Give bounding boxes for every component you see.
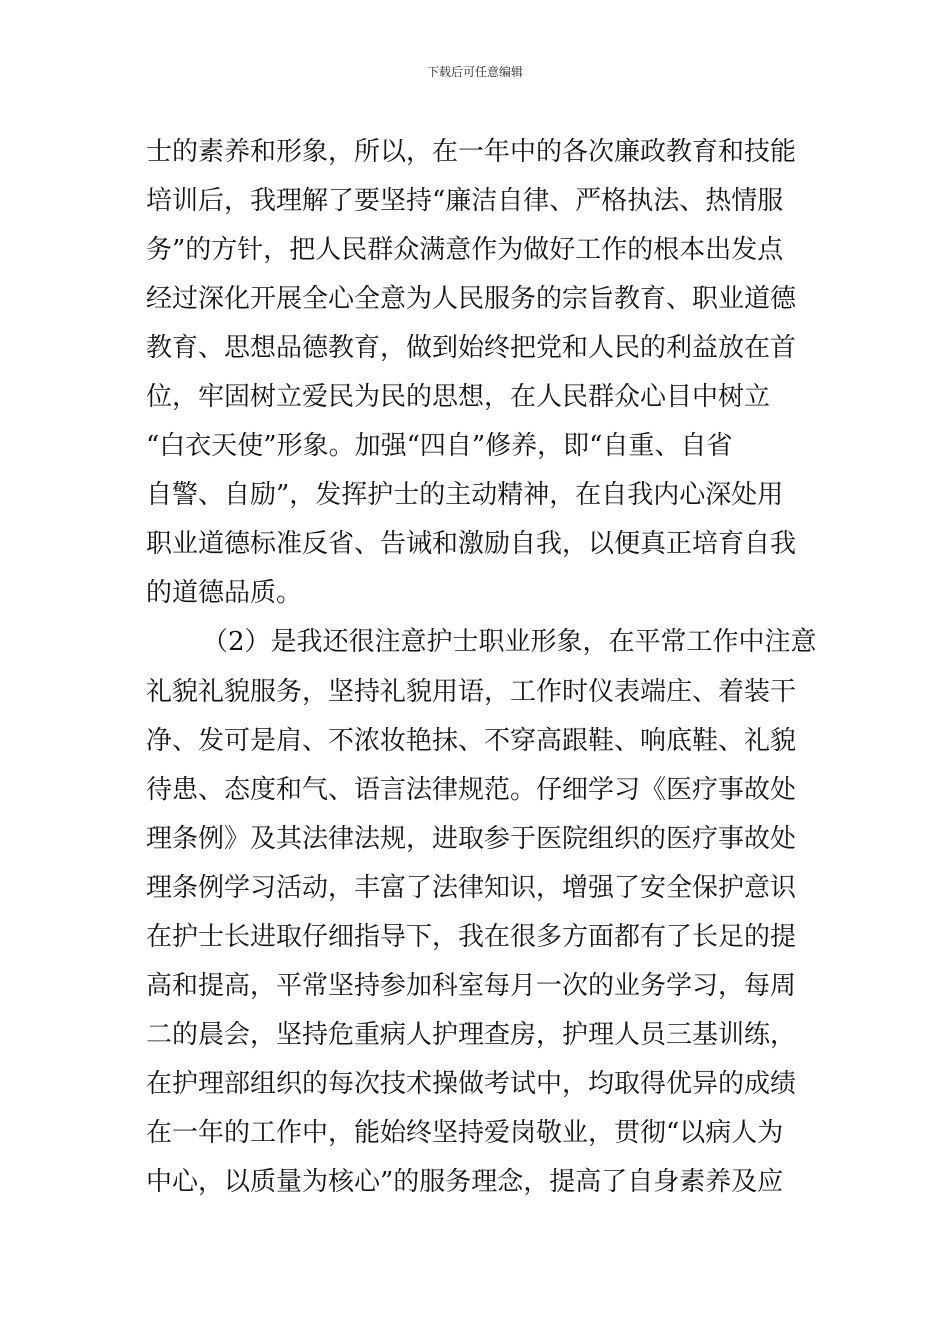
text-line: 礼貌礼貌服务，坚持礼貌用语，工作时仪表端庄、着装干 [146, 676, 797, 707]
text-line: 中心，以质量为核心”的服务理念，提高了自身素养及应 [146, 1166, 784, 1197]
text-line: “白衣天使”形象。加强“四自”修养，即“自重、自省 [146, 431, 733, 462]
text-line: 二的晨会，坚持危重病人护理查房，护理人员三基训练， [146, 1019, 797, 1050]
text-line: 职业道德标准反省、告诫和激励自我，以便真正培育自我 [146, 529, 797, 560]
text-line: 在护理部组织的每次技术操做考试中，均取得优异的成绩 [146, 1068, 797, 1099]
text-line: 在护士长进取仔细指导下，我在很多方面都有了长足的提 [146, 921, 797, 952]
text-line: 高和提高，平常坚持参加科室每月一次的业务学习，每周 [146, 970, 797, 1001]
text-line: 的道德品质。 [146, 578, 303, 609]
text-line: 理条例》及其法律法规，进取参于医院组织的医疗事故处 [146, 823, 797, 854]
text-line: 在一年的工作中，能始终坚持爱岗敬业，贯彻“以病人为 [146, 1117, 784, 1148]
text-line: 培训后，我理解了要坚持“廉洁自律、严格执法、热情服 [146, 186, 784, 217]
page-header: 下载后可任意编辑 [426, 65, 523, 79]
document-body [146, 128, 816, 1207]
text-line: 自警、自励”，发挥护士的主动精神，在自我内心深处用 [146, 480, 784, 511]
text-line: 位，牢固树立爱民为民的思想，在人民群众心目中树立 [146, 382, 771, 413]
text-line: 务”的方针，把人民群众满意作为做好工作的根本出发点 [146, 235, 784, 266]
text-line: 待患、态度和气、语言法律规范。仔细学习《医疗事故处 [146, 774, 797, 805]
text-line: 教育、思想品德教育，做到始终把党和人民的利益放在首 [146, 333, 797, 364]
text-line: 理条例学习活动，丰富了法律知识，增强了安全保护意识 [146, 872, 797, 903]
text-line: 士的素养和形象，所以，在一年中的各次廉政教育和技能 [146, 137, 797, 167]
paragraph-start-line: （2）是我还很注意护士职业形象，在平常工作中注意 [202, 627, 817, 658]
text-line: 经过深化开展全心全意为人民服务的宗旨教育、职业道德 [146, 284, 797, 315]
text-line: 净、发可是肩、不浓妆艳抹、不穿高跟鞋、响底鞋、礼貌 [146, 725, 797, 756]
